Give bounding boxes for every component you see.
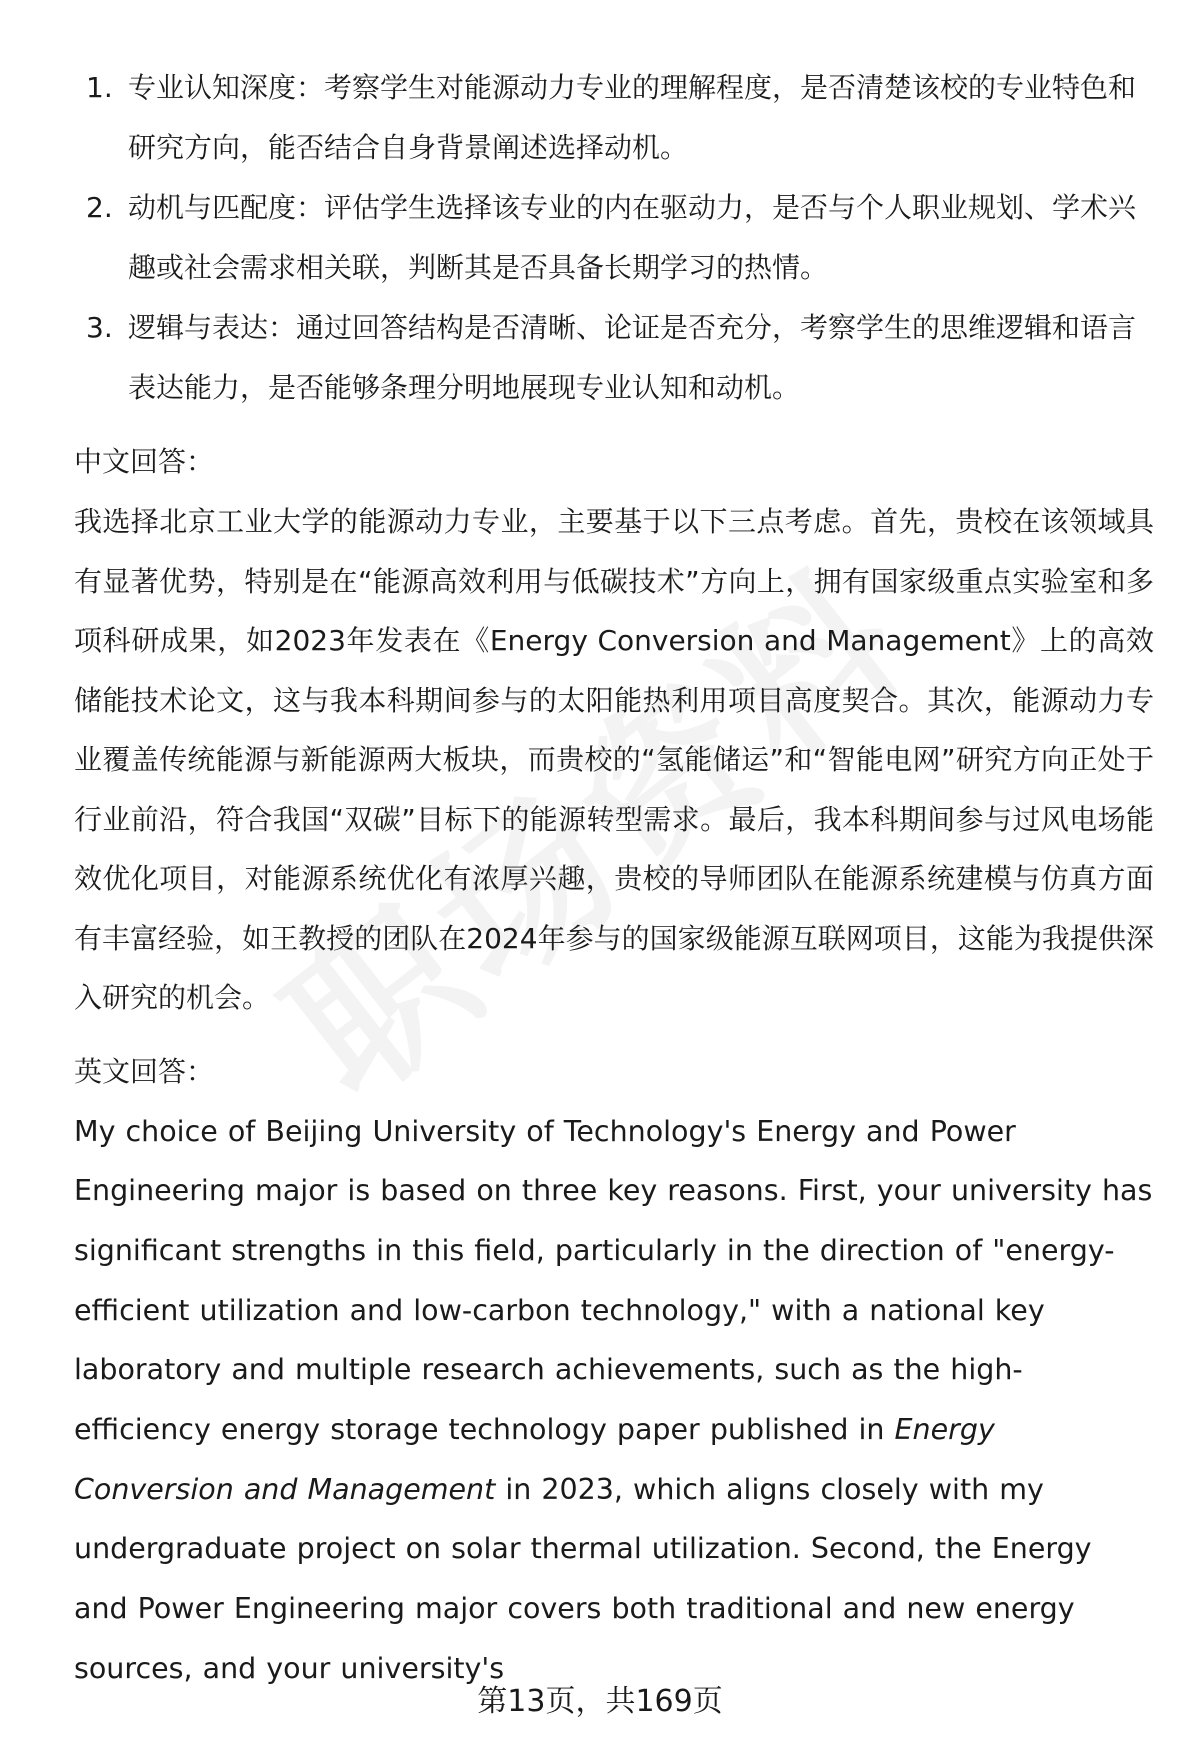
criteria-item [74,298,1154,418]
english-answer-text [74,1102,1154,1699]
criteria-item [74,178,1154,298]
list-number: 3. [86,311,113,344]
list-number: 2. [86,191,113,224]
criteria-text: 逻辑与表达：通过回答结构是否清晰、论证是否充分，考察学生的思维逻辑和语言表达能力，是否能够条理分明地展现专业认知和动机。 [128,311,1137,404]
chinese-answer-text: 我选择北京工业大学的能源动力专业，主要基于以下三点考虑。首先，贵校在该领域具有显著优势，特别是在“能源高效利用与低碳技术”方向上，拥有国家级重点实验室和多项科研成果，如2023年发表在《Energy Conversion and Management》上的高效储能技术论文，这与我本科期间参与的太阳能热利用项目高度契合。其次，能源动力专业覆盖传统能源与新能源两大板块，而贵校的“氢能储运”和“智能电网”研究方向正处于行业前沿，符合我国“双碳”目标下的能源转型需求。最后，我本科期间参与过风电场能效优化项目，对能源系统优化有浓厚兴趣，贵校的导师团队在能源系统建模与仿真方面有丰富经验，如王教授的团队在2024年参与的国家级能源互联网项目，这能为我提供深入研究的机会。 [74,505,1154,1014]
criteria-text: 专业认知深度：考察学生对能源动力专业的理解程度，是否清楚该校的专业特色和研究方向，能否结合自身背景阐述选择动机。 [128,71,1137,164]
english-answer-label: 英文回答： [74,1054,215,1088]
chinese-answer-label: 中文回答： [74,445,215,478]
list-number: 1. [86,71,113,104]
journal-title: Energy Conversion and Management [74,1413,995,1506]
criteria-item [74,58,1154,178]
document-page [74,58,1154,1699]
english-answer-text-part1: My choice of Beijing University of Technology's Energy and Power Engineering major is based on three key reasons. First, your university has significant strengths in this field, particularly in the direction of "energy-efficient utilization and low-carbon technology," with a national key laboratory and multiple research achievements, such as the high-efficiency energy storage technology paper published in [74,1114,1153,1447]
english-answer-text-part2: in 2023, which aligns closely with my undergraduate project on solar thermal utilization. Second, the Energy and Power Engineering major covers both traditional and new energy sources, and your university's [74,1472,1092,1685]
criteria-text: 动机与匹配度：评估学生选择该专业的内在驱动力，是否与个人职业规划、学术兴趣或社会需求相关联，判断其是否具备长期学习的热情。 [128,191,1137,284]
page-footer: 第13页，共169页 [477,1684,723,1719]
criteria-list [74,58,1154,418]
